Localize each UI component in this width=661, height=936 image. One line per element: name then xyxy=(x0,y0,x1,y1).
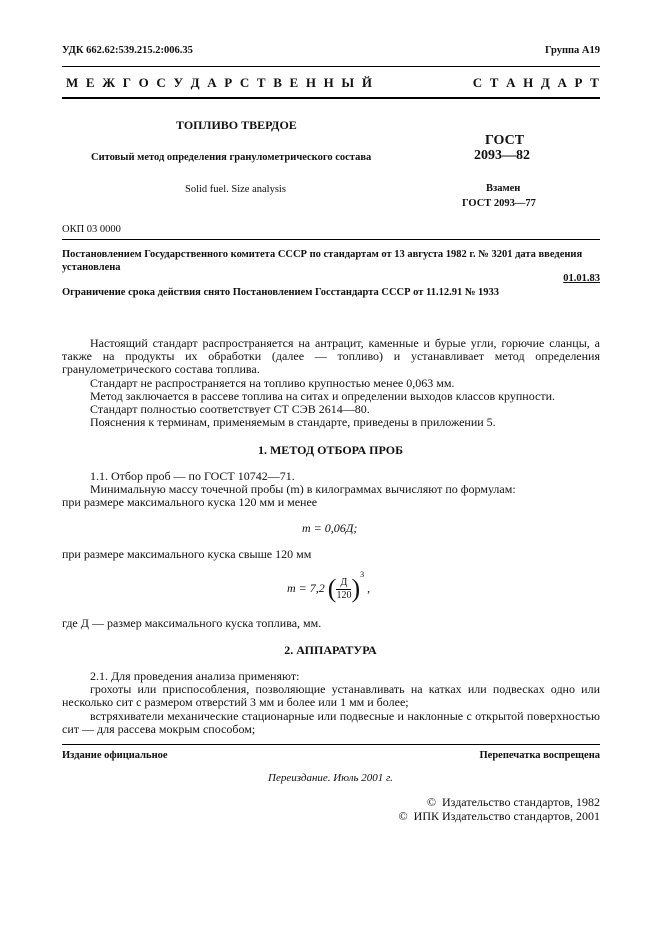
formula-1: m = 0,06Д; xyxy=(302,521,358,535)
section2-heading: 2. АППАРАТУРА xyxy=(284,643,377,657)
replaces-number: ГОСТ 2093—77 xyxy=(462,198,536,209)
document-subtitle: Ситовый метод определения гранулометрического состава xyxy=(91,152,372,163)
banner-left: М Е Ж Г О С У Д А Р С Т В Е Н Н Ы Й xyxy=(66,75,374,90)
reprint-notice: Перепечатка воспрещена xyxy=(479,750,600,761)
footer-rule xyxy=(62,744,600,745)
section1-block xyxy=(62,470,600,510)
copyright-1: © Издательство стандартов, 1982 xyxy=(426,795,600,809)
formula-2-tail: , xyxy=(367,580,371,595)
gost-number: 2093—82 xyxy=(474,148,530,163)
decree-text: Постановлением Государственного комитета СССР по стандартам от 13 августа 1982 г. № 3201 дата введения установлена xyxy=(62,249,583,273)
formula-2-lhs: m = 7,2 xyxy=(287,580,325,595)
okp-code: ОКП 03 0000 xyxy=(62,224,121,235)
formula-2 xyxy=(287,570,371,604)
formula-2-fraction xyxy=(336,577,351,602)
formula-2-exponent: 3 xyxy=(360,570,365,579)
open-paren-glyph: ( xyxy=(327,574,337,603)
formula-2-denominator: 120 xyxy=(336,589,352,601)
copyright-2: © ИПК Издательство стандартов, 2001 xyxy=(398,809,600,823)
intro-block xyxy=(62,337,600,429)
formula-2-numerator: Д xyxy=(336,577,351,590)
intro-paragraph: Стандарт не распространяется на топливо крупностью менее 0,063 мм. xyxy=(90,375,455,390)
section1-paragraph: при размере максимального куска 120 мм и менее xyxy=(62,495,318,510)
section1-paragraph: Минимальную массу точечной пробы (m) в килограммах вычисляют по формулам: xyxy=(90,482,516,497)
header-rule-bottom xyxy=(62,97,600,99)
udk-code: УДК 662.62:539.215.2:006.35 xyxy=(62,45,193,56)
intro-paragraph: Пояснения к терминам, применяемым в стандарте, приведены в приложении 5. xyxy=(90,415,496,430)
effective-date: 01.01.83 xyxy=(563,273,600,284)
document-title: ТОПЛИВО ТВЕРДОЕ xyxy=(176,118,297,132)
section2-paragraph: встряхиватели механические стационарные или подвесные и наклонные с открытой поверхностью сит — для рассева мокрым способом; xyxy=(62,708,600,736)
section1-paragraph: при размере максимального куска свыше 120 мм xyxy=(62,547,312,561)
section2-paragraph: грохоты или приспособления, позволяющие устанавливать на катках или подвесках одно или несколько сит с размером отверстий 3 мм и более или 1 мм и более; xyxy=(62,682,600,710)
section1-heading: 1. МЕТОД ОТБОРА ПРОБ xyxy=(257,443,403,457)
official-edition: Издание официальное xyxy=(62,750,168,761)
close-paren-glyph: ) xyxy=(351,574,361,603)
reissue-note: Переиздание. Июль 2001 г. xyxy=(268,772,393,784)
english-title: Solid fuel. Size analysis xyxy=(185,184,286,195)
replaces-label: Взамен xyxy=(486,183,521,194)
banner-right: С Т А Н Д А Р Т xyxy=(472,75,600,90)
intro-paragraph: Стандарт полностью соответствует СТ СЭВ 2614—80. xyxy=(90,402,370,417)
intro-paragraph: Настоящий стандарт распространяется на антрацит, каменные и бурые угли, горючие сланцы, а также на продукты их обработки (далее — топливо) и устанавливает метод определения гранулометрического состава топлива. xyxy=(62,336,600,377)
okp-rule xyxy=(62,239,600,240)
section2-paragraph: 2.1. Для проведения анализа применяют: xyxy=(90,669,300,683)
section1-paragraph: где Д — размер максимального куска топлива, мм. xyxy=(62,616,322,630)
header-rule-top xyxy=(62,66,600,67)
intro-paragraph: Метод заключается в рассеве топлива на ситах и определении выходов классов крупности. xyxy=(90,388,555,403)
group-code: Группа А19 xyxy=(544,45,600,56)
restriction-text: Ограничение срока действия снято Постановлением Госстандарта СССР от 11.12.91 № 1933 xyxy=(62,287,500,298)
gost-label: ГОСТ xyxy=(485,133,525,148)
section1-paragraph: 1.1. Отбор проб — по ГОСТ 10742—71. xyxy=(90,469,295,483)
section2-block xyxy=(62,670,600,736)
